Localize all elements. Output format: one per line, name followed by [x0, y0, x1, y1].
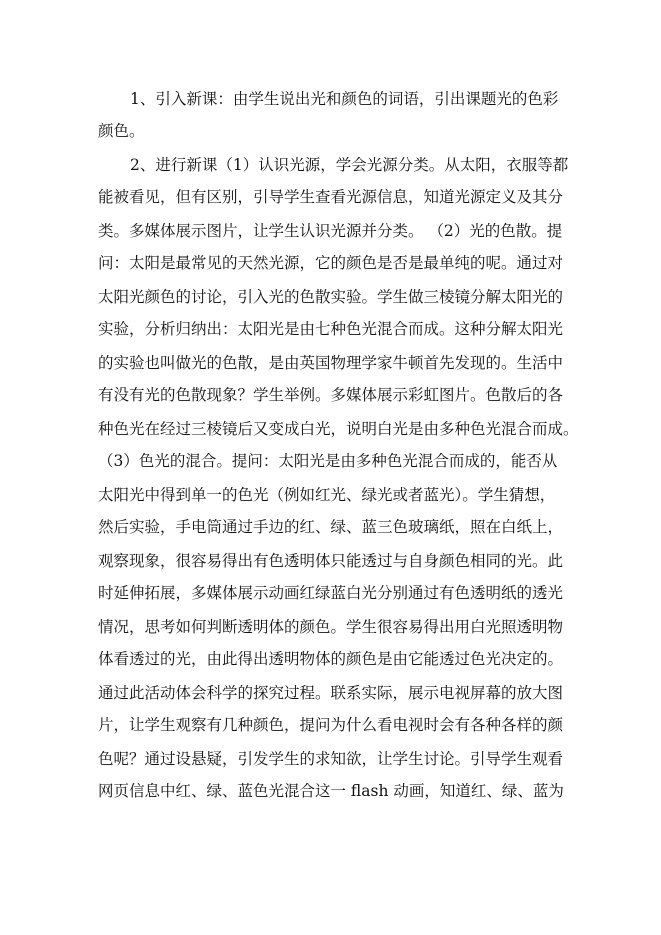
text-line: 种色光在经过三棱镜后又变成白光，说明白光是由多种色光混合而成。: [98, 420, 579, 438]
text-line: （3）色光的混合。提问：太阳光是由多种色光混合而成的，能否从: [98, 452, 558, 470]
text-line: 太阳光中得到单一的色光（例如红光、绿光或者蓝光）。学生猜想，: [98, 486, 556, 504]
text-line: 情况，思考如何判断透明体的颜色。学生很容易得出用白光照透明物: [98, 618, 564, 636]
text-line: 通过此活动体会科学的探究过程。联系实际，展示电视屏幕的放大图: [98, 684, 564, 702]
text-line: 色呢？通过设悬疑，引发学生的求知欲，让学生讨论。引导学生观看: [98, 750, 564, 768]
text-line: 太阳光颜色的讨论，引入光的色散实验。学生做三棱镜分解太阳光的: [98, 288, 564, 306]
text-line: 网页信息中红、绿、蓝色光混合这一 flash 动画，知道红、绿、蓝为: [98, 782, 564, 800]
text-line: 体看透过的光，由此得出透明物体的颜色是由它能透过色光决定的。: [98, 650, 564, 668]
text-line: 观察现象，很容易得出有色透明体只能透过与自身颜色相同的光。此: [98, 552, 564, 570]
text-line: 的实验也叫做光的色散，是由英国物理学家牛顿首先发现的。生活中: [98, 354, 564, 372]
text-line: 2、进行新课（1）认识光源，学会光源分类。从太阳，衣服等都: [130, 156, 569, 174]
text-line: 能被看见，但有区别，引导学生查看光源信息，知道光源定义及其分: [98, 188, 564, 206]
text-line: 问：太阳是最常见的天然光源，它的颜色是否是最单纯的呢。通过对: [98, 254, 564, 272]
text-line: 实验，分析归纳出：太阳光是由七种色光混合而成。这种分解太阳光: [98, 320, 564, 338]
text-line: 然后实验，手电筒通过手边的红、绿、蓝三色玻璃纸，照在白纸上，: [98, 518, 564, 536]
text-line: 时延伸拓展，多媒体展示动画红绿蓝白光分别通过有色透明纸的透光: [98, 584, 564, 602]
text-line: 有没有光的色散现象？学生举例。多媒体展示彩虹图片。色散后的各: [98, 386, 564, 404]
text-line: 颜色。: [98, 122, 145, 140]
text-line: 片，让学生观察有几种颜色，提问为什么看电视时会有各种各样的颜: [98, 716, 564, 734]
text-line: 1、引入新课：由学生说出光和颜色的词语，引出课题光的色彩: [130, 90, 559, 108]
text-line: 类。多媒体展示图片，让学生认识光源并分类。 （2）光的色散。提: [98, 222, 563, 240]
